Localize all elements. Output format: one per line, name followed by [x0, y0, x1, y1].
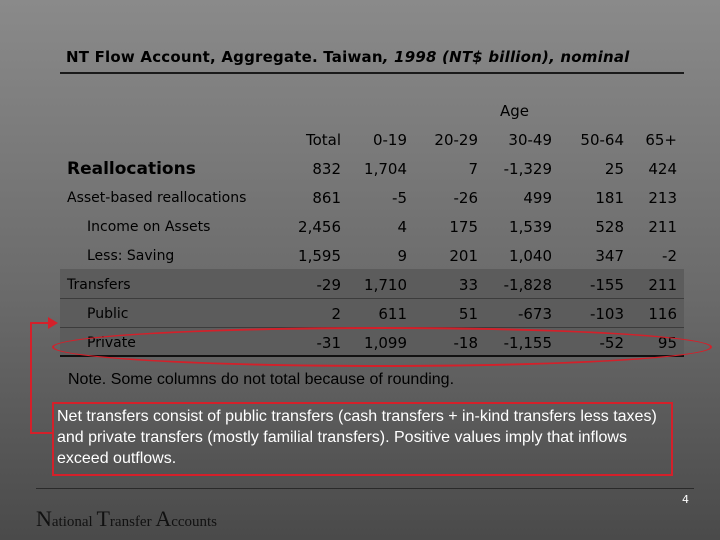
row-label: Private [87, 335, 136, 351]
table-cell: 175 [449, 218, 478, 236]
table-cell: -52 [599, 334, 624, 352]
column-header: 50-64 [580, 131, 624, 149]
table-cell: 1,710 [364, 276, 407, 294]
row-label: Less: Saving [87, 248, 175, 264]
column-header: 30-49 [508, 131, 552, 149]
table-cell: 2 [331, 305, 341, 323]
table-cell: 51 [458, 305, 478, 323]
table-cell: 347 [595, 247, 624, 265]
table-cell: 611 [378, 305, 407, 323]
table-cell: 861 [312, 189, 341, 207]
page-number: 4 [682, 493, 689, 506]
row-label: Asset-based reallocations [67, 190, 247, 206]
table-cell: 211 [648, 276, 677, 294]
table-cell: 33 [458, 276, 478, 294]
table-cell: 1,040 [509, 247, 552, 265]
table-cell: -1,329 [503, 160, 552, 178]
table-cell: 832 [312, 160, 341, 178]
row-label: Reallocations [67, 159, 196, 179]
table-cell: 213 [648, 189, 677, 207]
table-cell: 2,456 [298, 218, 341, 236]
table-cell: 1,595 [298, 247, 341, 265]
row-label: Public [87, 306, 129, 322]
title-rule [60, 72, 684, 74]
arrow-segment-vertical [30, 322, 32, 434]
footer-rule [36, 488, 694, 489]
net-transfers-note-box: Net transfers consist of public transfers (cash transfers + in-kind transfers less taxes) and private transfers (mostly familial transfers). Positive values imply that inflows exceed outflows. [52, 402, 673, 476]
table-cell: 4 [397, 218, 407, 236]
table-cell: -26 [453, 189, 478, 207]
table-cell: 1,539 [509, 218, 552, 236]
table-cell: 201 [449, 247, 478, 265]
table-rule [60, 298, 684, 299]
table-cell: 7 [468, 160, 478, 178]
rounding-note: Note. Some columns do not total because of rounding. [68, 371, 455, 388]
table-cell: 1,704 [364, 160, 407, 178]
column-header: 20-29 [434, 131, 478, 149]
column-header: 65+ [645, 131, 677, 149]
arrow-segment-bottom [30, 432, 52, 434]
slide-title-main: NT Flow Account, Aggregate. Taiwan [66, 48, 383, 66]
table-cell: 424 [648, 160, 677, 178]
age-group-header: Age [500, 102, 530, 120]
slide-title [66, 48, 630, 66]
table-cell: 95 [657, 334, 677, 352]
table-cell: 528 [595, 218, 624, 236]
private-row-highlight-oval [52, 327, 712, 367]
row-label: Income on Assets [87, 219, 211, 235]
table-cell: -31 [316, 334, 341, 352]
table-cell: -18 [453, 334, 478, 352]
table-cell: -155 [589, 276, 624, 294]
table-cell: 9 [397, 247, 407, 265]
table-cell: -103 [589, 305, 624, 323]
table-cell: -2 [662, 247, 677, 265]
row-label: Transfers [67, 277, 131, 293]
table-cell: 116 [648, 305, 677, 323]
footer-logo-text: National Transfer Accounts [36, 506, 218, 531]
arrow-segment-top [30, 322, 50, 324]
table-cell: 181 [595, 189, 624, 207]
table-cell: -1,828 [503, 276, 552, 294]
table-cell: 499 [523, 189, 552, 207]
table-cell: -673 [517, 305, 552, 323]
table-cell: -29 [316, 276, 341, 294]
column-header: Total [305, 131, 341, 149]
slide-title-italic: , 1998 (NT$ billion), nominal [382, 48, 630, 66]
table-cell: 211 [648, 218, 677, 236]
column-header: 0-19 [372, 131, 407, 149]
arrow-head [48, 317, 58, 329]
table-cell: 1,099 [364, 334, 407, 352]
table-cell: -1,155 [503, 334, 552, 352]
table-cell: 25 [604, 160, 624, 178]
table-cell: -5 [392, 189, 407, 207]
